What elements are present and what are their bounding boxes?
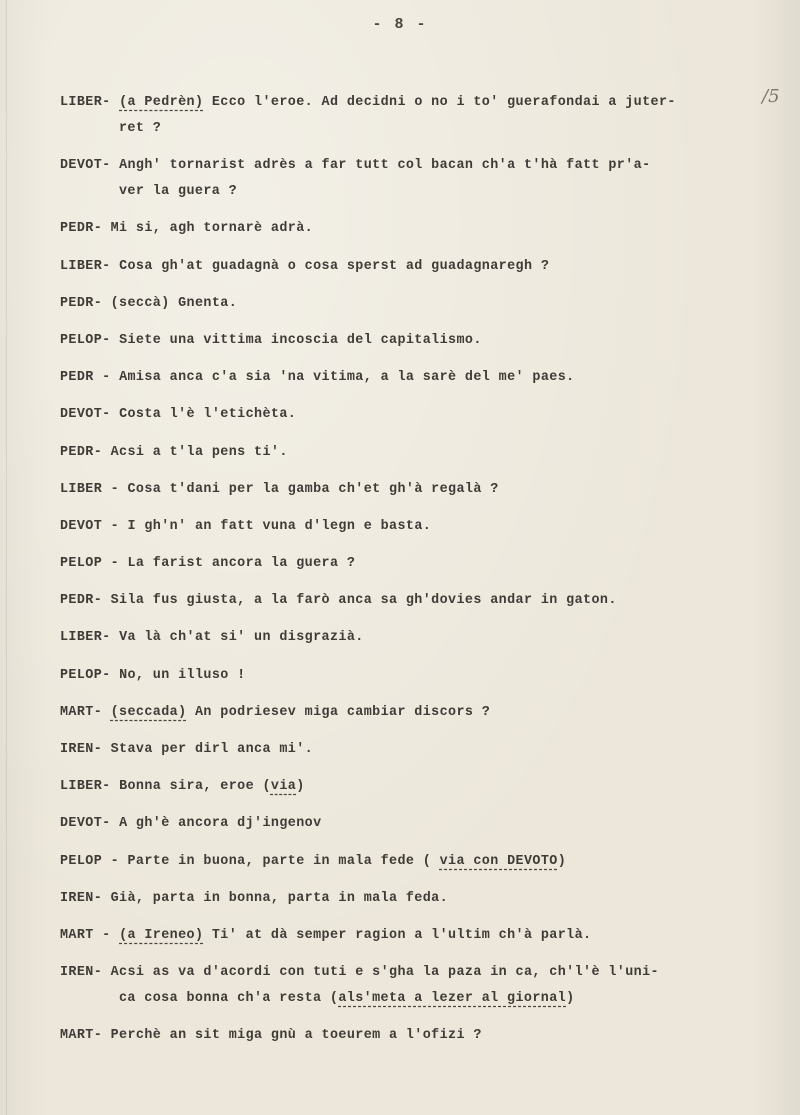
dialogue-text-line [60,700,760,726]
dialogue-text: Bonna sira, eroe ( [119,779,271,795]
speaker-label: MART - [60,927,111,943]
dialogue-line [60,923,760,949]
speaker-label: IREN- [60,742,103,757]
dialogue-text: ) [566,991,575,1007]
dialogue-line [60,663,760,689]
dialogue-text: ) [557,853,567,869]
speaker-label: PELOP - [60,853,120,869]
dialogue-text-line [60,90,760,116]
speaker-label: DEVOT - [60,518,120,534]
dialogue-text: ver la guera ? [119,184,238,200]
speaker-label: PELOP - [60,556,120,572]
speaker-label: LIBER- [60,630,111,646]
dialogue-text-line [60,811,760,837]
speaker-label: LIBER- [60,95,111,110]
dialogue-text: Parte in buona, parte in mala fede ( [127,853,440,869]
dialogue-text-line [60,886,760,912]
stage-direction: (a Ireneo) [119,927,204,943]
dialogue-text: Costa l'è l'etichèta. [119,407,297,423]
dialogue-text-line [60,153,760,179]
dialogue-line [60,328,760,354]
dialogue-text: ret ? [119,121,162,136]
speaker-label: DEVOT- [60,158,111,174]
speaker-label: LIBER - [60,481,120,497]
dialogue-text: Cosa gh'at guadagnà o cosa sperst ad guadagnaregh ? [119,258,550,274]
dialogue-line [60,700,760,726]
dialogue-text: I gh'n' an fatt vuna d'legn e basta. [127,518,432,534]
dialogue-line [60,291,760,317]
dialogue-line [60,551,760,577]
dialogue-line [60,216,760,242]
dialogue-line [60,811,760,837]
dialogue-text-line [60,477,760,503]
speaker-label: DEVOT- [60,816,111,832]
speaker-label: PEDR- [60,593,103,609]
dialogue-text: Sila fus giusta, a la farò anca sa gh'dovies andar in gaton. [110,593,617,609]
dialogue-text: Ti' at dà semper ragion a l'ultim ch'à parlà. [203,927,592,943]
dialogue-line [60,440,760,466]
dialogue-text: Mi si, agh tornarè adrà. [110,221,314,237]
speaker-label: DEVOT- [60,407,111,423]
dialogue-text-line [60,328,760,354]
dialogue-line [60,90,760,142]
stage-direction: via [270,779,297,795]
dialogue-line [60,849,760,875]
dialogue-text: Cosa t'dani per la gamba ch'et gh'à regalà ? [127,481,499,497]
speaker-label: PEDR - [60,370,111,386]
dialogue-text: Amisa anca c'a sia 'na vitima, a la sarè del me' paes. [119,370,575,386]
dialogue-text-line [60,402,760,428]
script-body [60,90,760,1061]
speaker-label: PEDR- [60,444,103,460]
dialogue-text-line [60,923,760,949]
dialogue-text-line [60,960,760,986]
dialogue-text-line [60,663,760,689]
dialogue-text: Perchè an sit miga gnù a toeurem a l'ofizi ? [110,1028,482,1044]
dialogue-text: Ecco l'eroe. Ad decidni o no i to' guerafondai a juter- [203,95,676,110]
dialogue-text-line [60,514,760,540]
speaker-label: LIBER- [60,258,111,274]
dialogue-text: Angh' tornarist adrès a far tutt col bacan ch'a t'hà fatt pr'a- [119,158,651,174]
dialogue-text: Siete una vittima incoscia del capitalismo. [119,332,482,348]
dialogue-text: (seccà) Gnenta. [110,295,238,311]
speaker-label: LIBER- [60,779,111,795]
speaker-label: PEDR- [60,295,103,311]
dialogue-line [60,960,760,1012]
dialogue-text: ) [296,779,305,795]
margin-handwritten-note: /5 [762,86,780,107]
dialogue-text-line [60,365,760,391]
speaker-label: IREN- [60,890,103,906]
dialogue-text-line [60,588,760,614]
dialogue-text: Stava per dirl anca mi'. [110,742,314,757]
paper-fold-line [6,0,7,1115]
dialogue-text-line [60,625,760,651]
stage-direction: (seccada) [110,704,187,720]
dialogue-text: Acsi as va d'acordi con tuti e s'gha la paza in ca, ch'l'è l'uni- [110,965,659,981]
dialogue-text-line [60,551,760,577]
dialogue-text: Va là ch'at si' un disgrazià. [119,630,364,646]
speaker-label: MART- [60,704,103,720]
dialogue-text-line [60,291,760,317]
dialogue-line [60,588,760,614]
speaker-label: PEDR- [60,221,103,237]
dialogue-text-line [60,254,760,280]
dialogue-line [60,1023,760,1049]
dialogue-text: La farist ancora la guera ? [127,556,356,572]
dialogue-text: ca cosa bonna ch'a resta ( [119,991,339,1007]
speaker-label: PELOP- [60,667,111,683]
dialogue-text-line [60,849,760,875]
dialogue-text-line [60,440,760,466]
dialogue-text-line [60,737,760,763]
dialogue-continuation [60,986,760,1012]
dialogue-line [60,737,760,763]
dialogue-line [60,254,760,280]
dialogue-line [60,153,760,205]
dialogue-line [60,402,760,428]
dialogue-line [60,514,760,540]
dialogue-line [60,886,760,912]
dialogue-text: No, un illuso ! [119,667,246,683]
stage-direction: via con DEVOTO [439,853,558,869]
speaker-label: MART- [60,1028,103,1044]
stage-direction: als'meta a lezer al giornal [338,991,567,1007]
dialogue-line [60,625,760,651]
dialogue-line [60,774,760,800]
dialogue-text: A gh'è ancora dj'ingenov [119,816,322,832]
speaker-label: IREN- [60,965,103,981]
dialogue-text-line [60,1023,760,1049]
page-number: - 8 - [372,16,428,33]
dialogue-text-line [60,774,760,800]
stage-direction: (a Pedrèn) [119,95,204,110]
dialogue-continuation [60,179,760,205]
dialogue-text: An podriesev miga cambiar discors ? [186,704,491,720]
speaker-label: PELOP- [60,332,111,348]
dialogue-text: Acsi a t'la pens ti'. [110,444,288,460]
dialogue-line [60,477,760,503]
dialogue-line [60,365,760,391]
dialogue-text: Già, parta in bonna, parta in mala feda. [110,890,449,906]
dialogue-text-line [60,216,760,242]
dialogue-continuation [60,116,760,142]
